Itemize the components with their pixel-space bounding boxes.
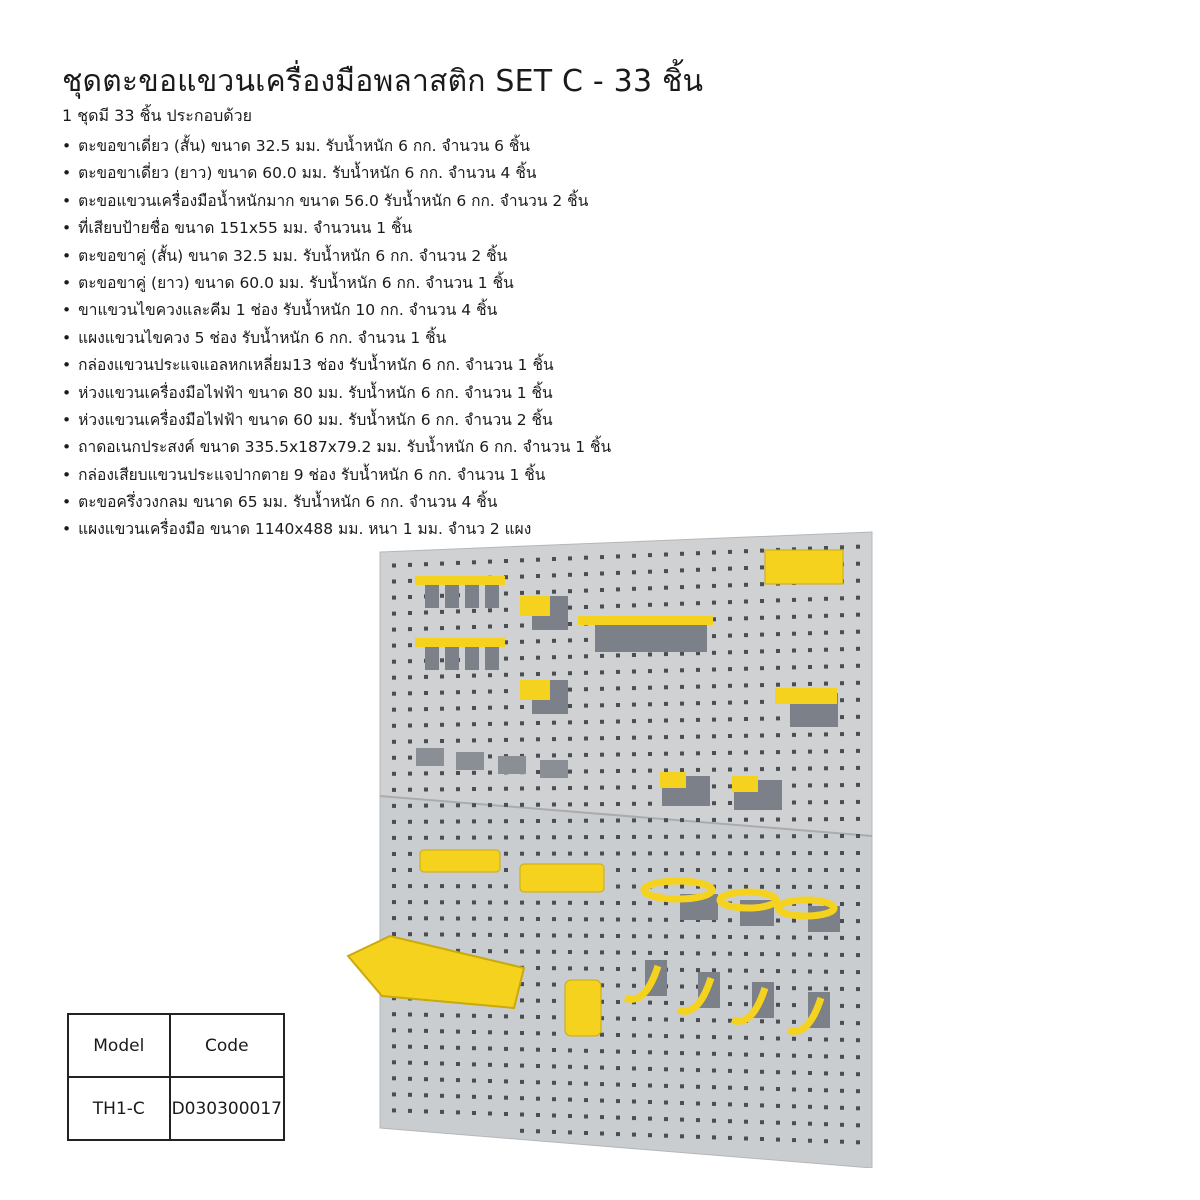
- list-item: • ตะขอขาเดี่ยว (สั้น) ขนาด 32.5 มม. รับน้ำหนัก 6 กก. จำนวน 6 ชิ้น: [62, 133, 611, 160]
- list-item: • ถาดอเนกประสงค์ ขนาด 335.5x187x79.2 มม. รับน้ำหนัก 6 กก. จำนวน 1 ชิ้น: [62, 434, 611, 461]
- list-item: • กล่องแขวนประแจแอลหกเหลี่ยม13 ช่อง รับน้ำหนัก 6 กก. จำนวน 1 ชิ้น: [62, 352, 611, 379]
- list-item: • ตะขอขาเดี่ยว (ยาว) ขนาด 60.0 มม. รับน้ำหนัก 6 กก. จำนวน 4 ชิ้น: [62, 160, 611, 187]
- list-item: • แผงแขวนเครื่องมือ ขนาด 1140x488 มม. หนา 1 มม. จำนว 2 แผง: [62, 516, 611, 543]
- code-header: Code: [170, 1014, 284, 1077]
- list-item: • ตะขอขาคู่ (ยาว) ขนาด 60.0 มม. รับน้ำหนัก 6 กก. จำนวน 1 ชิ้น: [62, 270, 611, 297]
- model-header: Model: [68, 1014, 170, 1077]
- list-item: • แผงแขวนไขควง 5 ช่อง รับน้ำหนัก 6 กก. จำนวน 1 ชิ้น: [62, 325, 611, 352]
- wrench-holder-box: [565, 980, 601, 1036]
- page-title: ชุดตะขอแขวนเครื่องมือพลาสติก SET C - 33 ชิ้น: [62, 64, 704, 99]
- model-value: TH1-C: [68, 1077, 170, 1140]
- list-item: • ตะขอครึ่งวงกลม ขนาด 65 มม. รับน้ำหนัก 6 กก. จำนวน 4 ชิ้น: [62, 489, 611, 516]
- hex-key-box: [520, 864, 604, 892]
- list-item: • กล่องเสียบแขวนประแจปากตาย 9 ช่อง รับน้ำหนัก 6 กก. จำนวน 1 ชิ้น: [62, 462, 611, 489]
- code-value: D030300017: [170, 1077, 284, 1140]
- name-plate-holder: [765, 550, 843, 584]
- list-item: • ตะขอขาคู่ (สั้น) ขนาด 32.5 มม. รับน้ำหนัก 6 กก. จำนวน 2 ชิ้น: [62, 243, 611, 270]
- screwdriver-rack: [420, 850, 500, 872]
- list-item: • ตะขอแขวนเครื่องมือน้ำหนักมาก ขนาด 56.0 รับน้ำหนัก 6 กก. จำนวน 2 ชิ้น: [62, 188, 611, 215]
- set-summary: 1 ชุดมี 33 ชิ้น ประกอบด้วย: [62, 106, 253, 125]
- model-code-table: [67, 1013, 285, 1141]
- list-item: • ที่เสียบป้ายชื่อ ขนาด 151x55 มม. จำนวนน 1 ชิ้น: [62, 215, 611, 242]
- list-item: • ห่วงแขวนเครื่องมือไฟฟ้า ขนาด 80 มม. รับน้ำหนัก 6 กก. จำนวน 1 ชิ้น: [62, 380, 611, 407]
- component-list: [62, 133, 611, 544]
- list-item: • ห่วงแขวนเครื่องมือไฟฟ้า ขนาด 60 มม. รับน้ำหนัก 6 กก. จำนวน 2 ชิ้น: [62, 407, 611, 434]
- pegboard-product-image: [340, 528, 880, 1168]
- list-item: • ขาแขวนไขควงและคีม 1 ช่อง รับน้ำหนัก 10 กก. จำนวน 4 ชิ้น: [62, 297, 611, 324]
